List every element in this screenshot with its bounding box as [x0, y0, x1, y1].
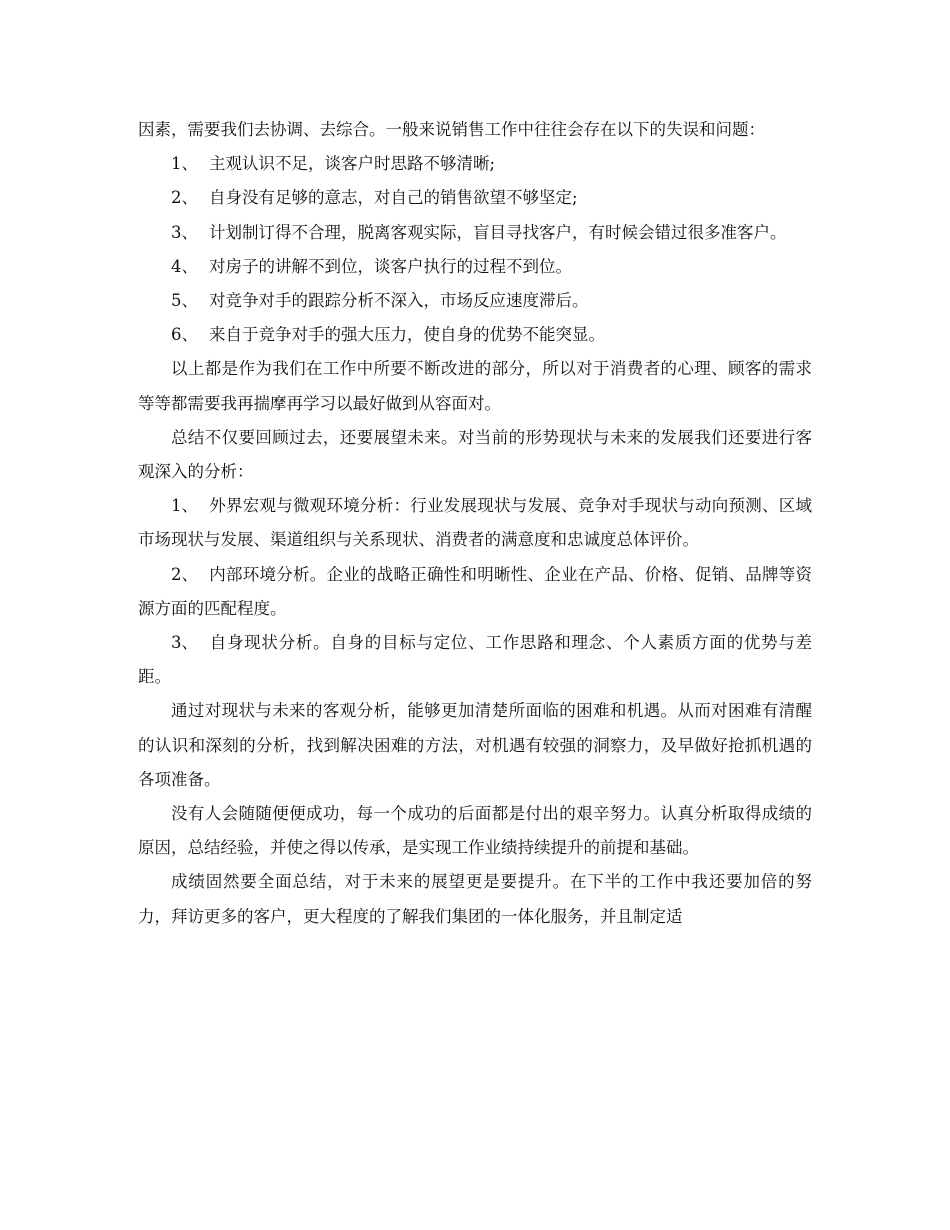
list-item-text: 自身现状分析。自身的目标与定位、工作思路和理念、个人素质方面的优势与差距。: [138, 633, 812, 687]
list-item-text: 外界宏观与微观环境分析：行业发展现状与发展、竞争对手现状与动向预测、区域市场现状与发展、渠道组织与关系现状、消费者的满意度和忠诚度总体评价。: [138, 496, 812, 550]
list-item-number: 6、: [171, 325, 198, 345]
paragraph-text: 因素，需要我们去协调、去综合。一般来说销售工作中往往会存在以下的失误和问题：: [138, 120, 765, 139]
list-item: [138, 489, 812, 557]
list-item: [138, 216, 812, 250]
list-item-number: 2、: [171, 188, 198, 208]
list-item-number: 2、: [171, 564, 198, 584]
list-item-text: 内部环境分析。企业的战略正确性和明晰性、企业在产品、价格、促销、品牌等资源方面的匹配程度。: [138, 564, 812, 618]
list-item: [138, 147, 812, 181]
document-body: [138, 113, 812, 934]
paragraph-text: 成绩固然要全面总结，对于未来的展望更是要提升。在下半的工作中我还要加倍的努力，拜访更多的客户，更大程度的了解我们集团的一体化服务，并且制定适: [138, 872, 812, 926]
list-item-number: 1、: [171, 154, 198, 174]
list-item-number: 3、: [171, 633, 198, 653]
paragraph: [138, 352, 812, 420]
list-item-number: 1、: [171, 496, 198, 516]
list-item-text: 来自于竞争对手的强大压力，使自身的优势不能突显。: [209, 325, 605, 345]
paragraph-text: 没有人会随随便便成功，每一个成功的后面都是付出的艰辛努力。认真分析取得成绩的原因，总结经验，并使之得以传承，是实现工作业绩持续提升的前提和基础。: [138, 804, 812, 858]
list-item-text: 自身没有足够的意志，对自己的销售欲望不够坚定;: [209, 188, 578, 208]
list-item: [138, 558, 812, 626]
list-item-text: 计划制订得不合理，脱离客观实际，盲目寻找客户，有时候会错过很多准客户。: [209, 222, 787, 242]
paragraph: [138, 113, 812, 147]
list-item: [138, 250, 812, 284]
list-item-number: 4、: [171, 256, 198, 276]
list-item: [138, 318, 812, 352]
paragraph-text: 以上都是作为我们在工作中所要不断改进的部分，所以对于消费者的心理、顾客的需求等等都需要我再揣摩再学习以最好做到从容面对。: [138, 359, 812, 413]
list-item-text: 对房子的讲解不到位，谈客户执行的过程不到位。: [209, 256, 572, 276]
paragraph: [138, 865, 812, 933]
list-item: [138, 284, 812, 318]
paragraph-text: 通过对现状与未来的客观分析，能够更加清楚所面临的困难和机遇。从而对困难有清醒的认识和深刻的分析，找到解决困难的方法，对机遇有较强的洞察力，及早做好抢抓机遇的各项准备。: [138, 701, 812, 789]
paragraph: [138, 694, 812, 797]
list-item-number: 5、: [171, 291, 198, 311]
list-item: [138, 181, 812, 215]
list-item-text: 主观认识不足，谈客户时思路不够清晰;: [209, 154, 496, 174]
list-item: [138, 626, 812, 694]
paragraph-text: 总结不仅要回顾过去，还要展望未来。对当前的形势现状与未来的发展我们还要进行客观深入的分析：: [138, 427, 812, 482]
paragraph: [138, 797, 812, 865]
paragraph: [138, 421, 812, 489]
list-item-text: 对竞争对手的跟踪分析不深入，市场反应速度滞后。: [209, 291, 589, 311]
list-item-number: 3、: [171, 222, 198, 242]
